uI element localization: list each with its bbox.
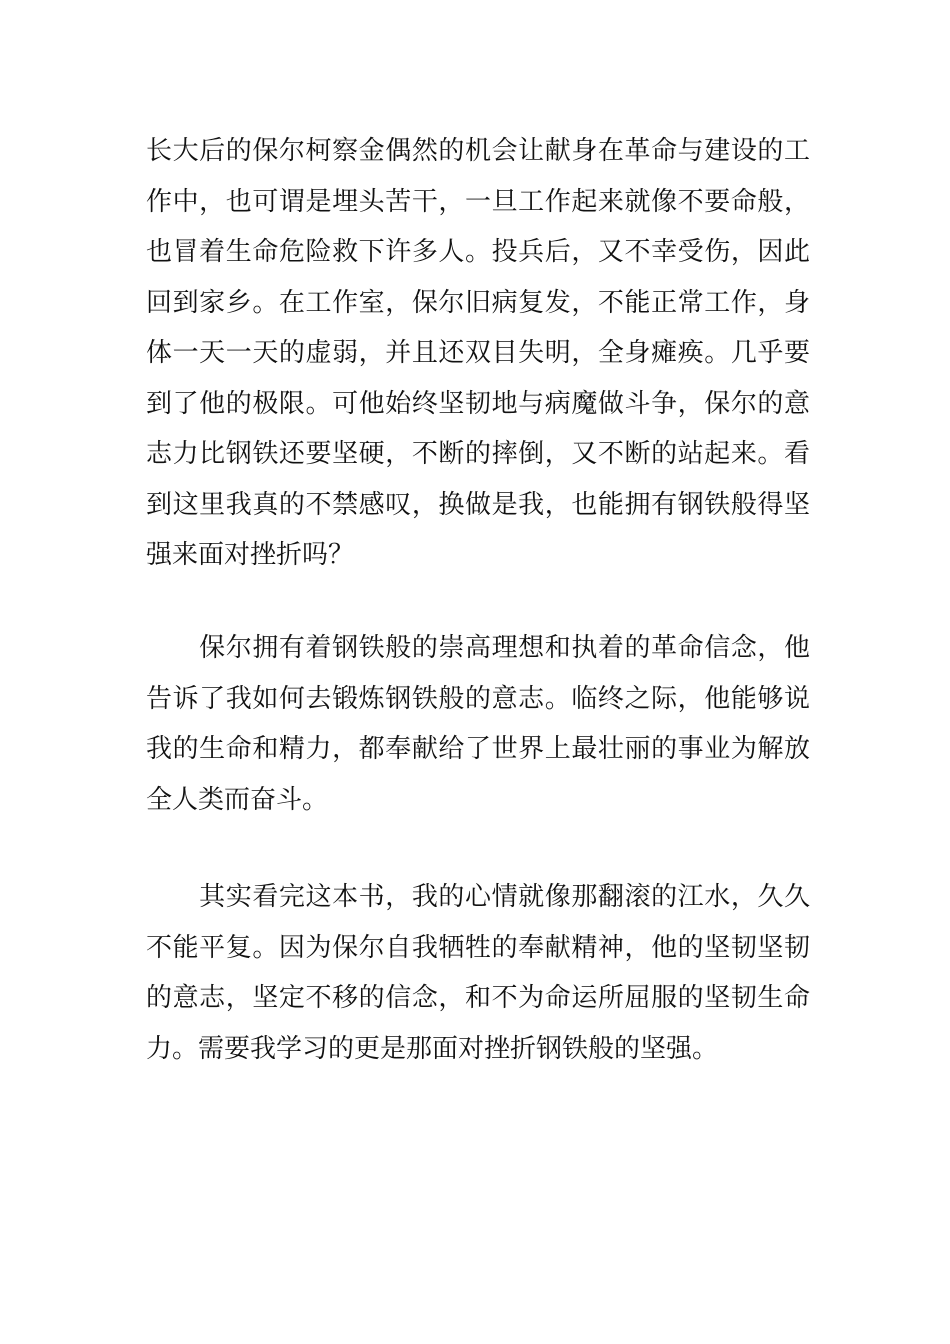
paragraph-line: 力。需要我学习的更是那面对挫折钢铁般的坚强。 (146, 1033, 719, 1064)
paragraph-line: 志力比钢铁还要坚硬，不断的摔倒，又不断的站起来。看 (146, 439, 810, 469)
paragraph-3 (146, 872, 810, 1074)
paragraph-line: 告诉了我如何去锻炼钢铁般的意志。临终之际，他能够说 (146, 683, 810, 714)
paragraph-line: 到了他的极限。可他始终坚韧地与病魔做斗争，保尔的意 (146, 388, 810, 419)
paragraph-2 (146, 623, 810, 825)
paragraph-line: 体一天一天的虚弱，并且还双目失明，全身瘫痪。几乎要 (146, 338, 810, 368)
paragraph-line: 到这里我真的不禁感叹，换做是我，也能拥有钢铁般得坚 (146, 489, 810, 520)
paragraph-line: 长大后的保尔柯察金偶然的机会让献身在革命与建设的工 (146, 136, 810, 166)
paragraph-line: 全人类而奋斗。 (146, 784, 329, 815)
paragraph-line: 我的生命和精力，都奉献给了世界上最壮丽的事业为解放 (146, 734, 810, 764)
paragraph-line: 回到家乡。在工作室，保尔旧病复发，不能正常工作，身 (146, 287, 810, 318)
paragraph-line: 不能平复。因为保尔自我牺牲的奉献精神，他的坚韧坚韧 (146, 932, 810, 963)
paragraph-line: 的意志，坚定不移的信念，和不为命运所屈服的坚韧生命 (146, 983, 810, 1013)
paragraph-line: 作中，也可谓是埋头苦干，一旦工作起来就像不要命般， (146, 186, 810, 217)
paragraph-line: 保尔拥有着钢铁般的崇高理想和执着的革命信念，他 (146, 633, 810, 663)
paragraph-line: 其实看完这本书，我的心情就像那翻滚的江水，久久 (146, 882, 810, 912)
paragraph-line: 强来面对挫折吗？ (146, 540, 355, 570)
paragraph-1 (146, 126, 810, 581)
paragraph-line: 也冒着生命危险救下许多人。投兵后，又不幸受伤，因此 (146, 237, 810, 267)
